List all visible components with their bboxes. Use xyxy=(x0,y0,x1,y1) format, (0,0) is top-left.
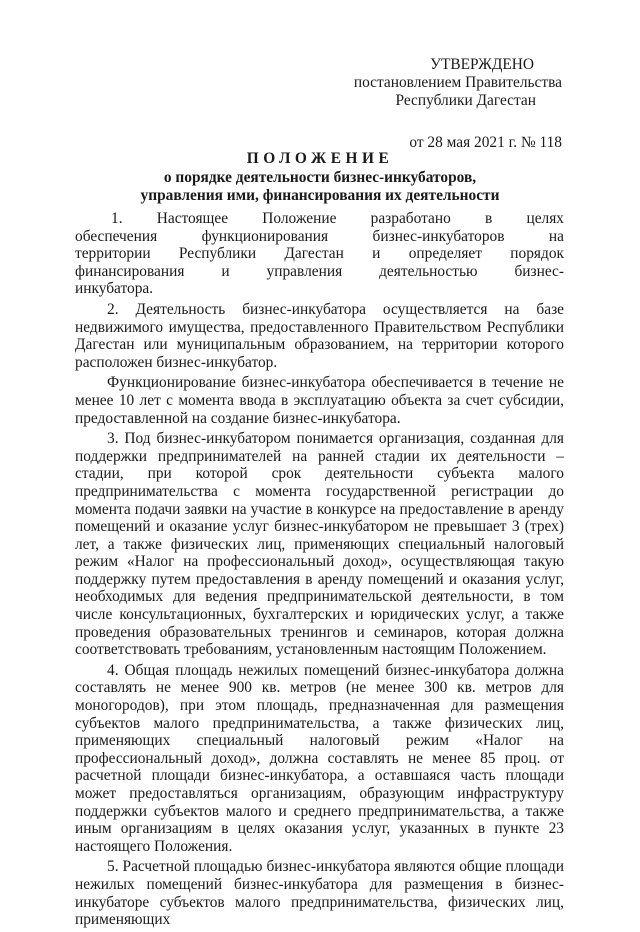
document-body xyxy=(75,210,564,932)
document-subtitle-line1: о порядке деятельности бизнес-инкубаторов, xyxy=(163,169,477,186)
document-subtitle-line2: управления ими, финансирования их деятельности xyxy=(140,187,500,204)
approval-authority-line1: постановлением Правительства xyxy=(353,74,562,91)
paragraph-2: 2. Деятельность бизнес-инкубатора осуществляется на базе недвижимого имущества, предоставленного Правительством Республики Дагестан или муниципальным образованием, на территории которого расположен бизнес-инкубатор. xyxy=(75,300,564,371)
paragraph-2-continued: Функционирование бизнес-инкубатора обеспечивается в течение не менее 10 лет с момента ввода в эксплуатацию объекта за счет субсидии, предоставленной на создание бизнес-инкубатора. xyxy=(75,374,564,427)
document-heading xyxy=(90,150,550,205)
paragraph-5: 5. Расчетной площадью бизнес-инкубатора являются общие площади нежилых помещений бизнес-инкубатора для размещения в бизнес-инкубаторе субъектов малого предпринимательства, физических лиц, применяющих xyxy=(75,858,564,929)
document-title: ПОЛОЖЕНИЕ xyxy=(246,150,394,167)
approval-stamp xyxy=(262,56,562,152)
approval-date: от 28 мая 2021 г. № 118 xyxy=(409,134,562,151)
approval-authority-line2: Республики Дагестан xyxy=(395,92,536,109)
approval-title: УТВЕРЖДЕНО xyxy=(430,56,534,73)
paragraph-4: 4. Общая площадь нежилых помещений бизнес-инкубатора должна составлять не менее 900 кв. метров (не менее 300 кв. метров для моногородов), при этом площадь, предназначенная для размещения субъектов малого предпринимательства, а также физических лиц, применяющих специальный налоговый режим «Налог на профессиональный доход», должна составлять не менее 85 проц. от расчетной площади бизнес-инкубатора, а оставшаяся часть площади может предоставляться организациям, образующим инфраструктуру поддержки субъектов малого и среднего предпринимательства, а также иным организациям в целях оказания услуг, указанных в пункте 23 настоящего Положения. xyxy=(75,661,564,855)
paragraph-3: 3. Под бизнес-инкубатором понимается организация, созданная для поддержки предпринимателей на ранней стадии их деятельности – стадии, при которой срок деятельности субъекта малого предпринимательства с момента государственной регистрации до момента подачи заявки на участие в конкурсе на предоставление в аренду помещений и оказание услуг бизнес-инкубатором не превышает 3 (трех) лет, а также физических лиц, применяющих специальный налоговый режим «Налог на профессиональный доход», осуществляющая такую поддержку путем предоставления в аренду помещений и оказания услуг, необходимых для ведения предпринимательской деятельности, в том числе консультационных, бухгалтерских и юридических услуг, а также проведения образовательных тренингов и семинаров, которая должна соответствовать требованиям, установленным настоящим Положением. xyxy=(75,430,564,659)
paragraph-1: 1. Настоящее Положение разработано в целях обеспечения функционирования бизнес-инкубаторов на территории Республики Дагестан и определяет порядок финансирования и управления деятельностью бизнес-инкубатора. xyxy=(75,210,564,298)
